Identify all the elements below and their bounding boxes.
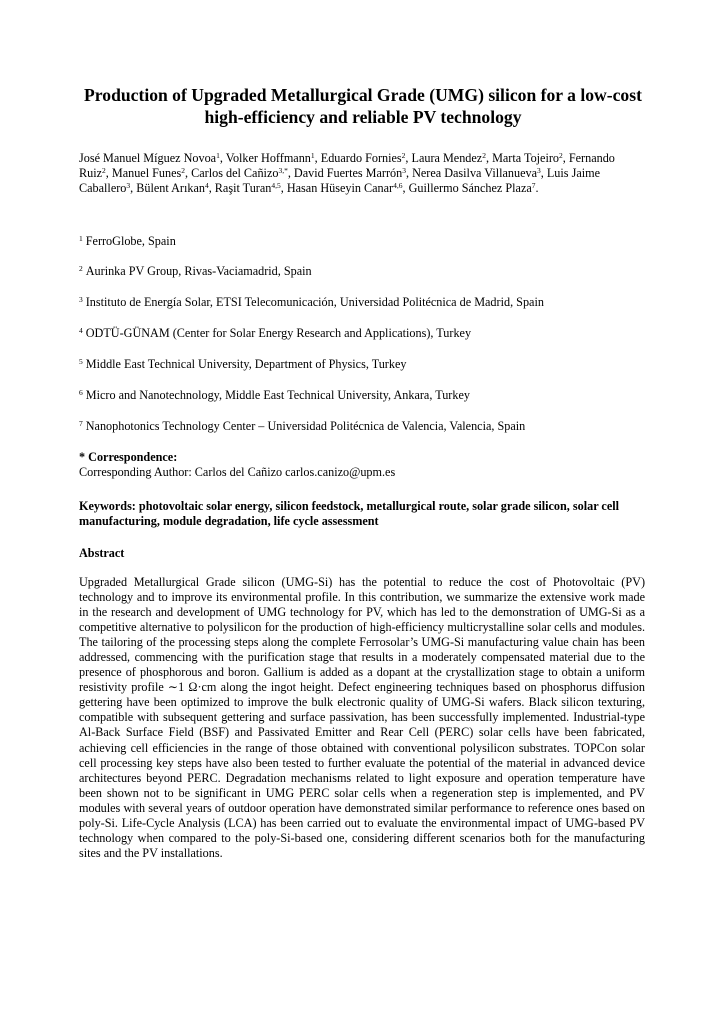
affiliation-number: 3	[79, 295, 83, 304]
author-affiliation-number: 7	[531, 181, 536, 191]
author-affiliation-number: 4	[204, 181, 209, 191]
author-name: Eduardo Fornies	[320, 151, 402, 165]
correspondence-heading: * Correspondence:	[79, 450, 178, 464]
author-name: Luis Jaime Caballero	[79, 166, 601, 196]
author-affiliation-number: 3,*	[278, 166, 288, 176]
affiliation-number: 7	[79, 419, 83, 428]
author	[215, 181, 281, 195]
affiliation-text: FerroGlobe, Spain	[85, 234, 176, 248]
affiliation-text: ODTÜ-GÜNAM (Center for Solar Energy Research and Applications), Turkey	[85, 326, 472, 340]
author-affiliation-number: 3	[537, 166, 541, 176]
author	[294, 166, 406, 180]
author-name: Bülent Arıkan	[136, 181, 205, 196]
affiliation	[79, 326, 471, 341]
abstract-heading: Abstract	[79, 546, 125, 560]
author	[287, 181, 403, 195]
author-affiliation-number: 2	[401, 151, 406, 160]
author	[321, 151, 406, 165]
affiliation	[79, 388, 470, 403]
author-affiliation-number: 3	[402, 166, 406, 176]
affiliation-text: Nanophotonics Technology Center – Universidad Politécnica de Valencia, Valencia, Spain	[85, 419, 526, 433]
affiliation-number: 5	[79, 357, 83, 366]
author	[79, 151, 220, 165]
affiliation-text: Instituto de Energía Solar, ETSI Telecomunicación, Universidad Politécnica de Madrid, Spain	[85, 295, 544, 309]
author-name: Manuel Funes	[111, 166, 182, 181]
correspondence	[79, 450, 395, 480]
affiliation	[79, 357, 406, 372]
author-name: Laura Mendez	[411, 151, 483, 165]
affiliation-number: 4	[79, 326, 83, 335]
affiliation-number: 2	[79, 264, 83, 273]
author	[112, 166, 185, 180]
correspondence-text: Corresponding Author: Carlos del Cañizo carlos.canizo@upm.es	[79, 465, 396, 479]
author-affiliation-number: 4,6	[393, 181, 403, 191]
author-list: José Manuel Míguez Novoa$^1$, Volker Hoffmann$^1$, Eduardo Fornies$^2$, Laura Mendez$^2$, Marta Tojeiro$^2$, Fernando Ruiz$^2$, Manuel Funes$^2$, Carlos del Cañizo$^{3,*}$, David Fuertes Marrón$^3$, Nerea Dasilva Villanueva$^3$, Luis Jaime Caballero$^3$, Bülent Arıkan$^4$, Raşit Turan$^{4,5}$, Hasan Hüseyin Canar$^{4,6}$, Guillermo Sánchez Plaza$^7$.	[79, 151, 615, 196]
author-affiliation-number: 2	[482, 151, 486, 160]
affiliation	[79, 295, 544, 310]
author	[412, 151, 486, 165]
author-affiliation-number: 4,5	[271, 181, 281, 191]
author-name: Fernando Ruiz	[79, 151, 615, 181]
author-name: David Fuertes Marrón	[293, 166, 403, 181]
author-affiliation-number: 2	[102, 166, 106, 176]
author	[409, 181, 536, 195]
author-name: Nerea Dasilva Villanueva	[412, 166, 538, 181]
author-affiliation-number: 2	[559, 151, 563, 160]
author-affiliation-number: 2	[181, 166, 186, 176]
affiliation	[79, 264, 312, 279]
author-name: Hasan Hüseyin Canar	[286, 181, 394, 196]
author	[226, 151, 315, 165]
author-name: Volker Hoffmann	[225, 151, 311, 165]
author-name: Carlos del Cañizo	[191, 166, 279, 181]
author-affiliation-number: 1	[310, 151, 315, 160]
affiliation-text: Micro and Nanotechnology, Middle East Technical University, Ankara, Turkey	[85, 388, 470, 402]
author-name: José Manuel Míguez Novoa	[79, 151, 217, 165]
affiliation	[79, 419, 525, 434]
author	[136, 181, 208, 195]
affiliation	[79, 234, 176, 249]
affiliation-text: Aurinka PV Group, Rivas-Vaciamadrid, Spain	[85, 264, 312, 278]
paper-title: Production of Upgraded Metallurgical Grade (UMG) silicon for a low-cost high-efficiency and reliable PV technology	[84, 85, 642, 127]
abstract-text: Upgraded Metallurgical Grade silicon (UMG-Si) has the potential to reduce the cost of Photovoltaic (PV) technology and to improve its environmental profile. In this contribution, we summarize the extensive work made in the research and development of UMG technology for PV, which has led to the demonstration of UMG-Si as a competitive alternative to polysilicon for the production of high-efficiency multicrystalline solar cells and modules. The tailoring of the processing steps along the complete Ferrosolar’s UMG-Si manufacturing value chain has been addressed, commencing with the purification stage that results in a moderately compensated material due to the presence of phosphorous and boron. Gallium is added as a dopant at the crystallization stage to obtain a uniform resistivity profile ∼1 Ω·cm along the ingot height. Defect engineering techniques based on phosphorus diffusion gettering have been optimized to improve the bulk electronic quality of UMG-Si wafers. Black silicon texturing, compatible with subsequent gettering and surface passivation, has been successfully implemented. Industrial-type Al-Back Surface Field (BSF) and Passivated Emitter and Rear Cell (PERC) solar cells have been fabricated, achieving cell efficiencies in the range of those obtained with conventional polysilicon substrates. TOPCon solar cell processing key steps have also been tested to further evaluate the potential of the material in advanced device architectures beyond PERC. Degradation mechanisms related to light exposure and operation temperature have been shown not to be significant in UMG PERC solar cells when a regeneration step is implemented, and PV modules with several years of outdoor operation have demonstrated similar performance to reference ones based on poly-Si. Life-Cycle Analysis (LCA) has been carried out to evaluate the environmental impact of UMG-based PV technology when compared to the poly-Si-based one, considering different scenarios both for the manufacturing sites and the PV installations.	[79, 575, 645, 860]
affiliation-text: Middle East Technical University, Department of Physics, Turkey	[85, 357, 407, 371]
keywords: Keywords: photovoltaic solar energy, silicon feedstock, metallurgical route, solar grade silicon, solar cell manufacturing, module degradation, life cycle assessment	[79, 499, 620, 529]
author-name: Guillermo Sánchez Plaza	[408, 181, 532, 196]
author-name: Marta Tojeiro	[492, 151, 560, 165]
author-name: Raşit Turan	[214, 181, 272, 196]
affiliation-number: 1	[79, 234, 83, 243]
author	[492, 151, 563, 165]
author-affiliation-number: 3	[126, 181, 131, 191]
author-affiliation-number: 1	[216, 151, 220, 160]
author	[412, 166, 541, 180]
affiliation-number: 6	[79, 388, 83, 397]
author	[191, 166, 288, 180]
